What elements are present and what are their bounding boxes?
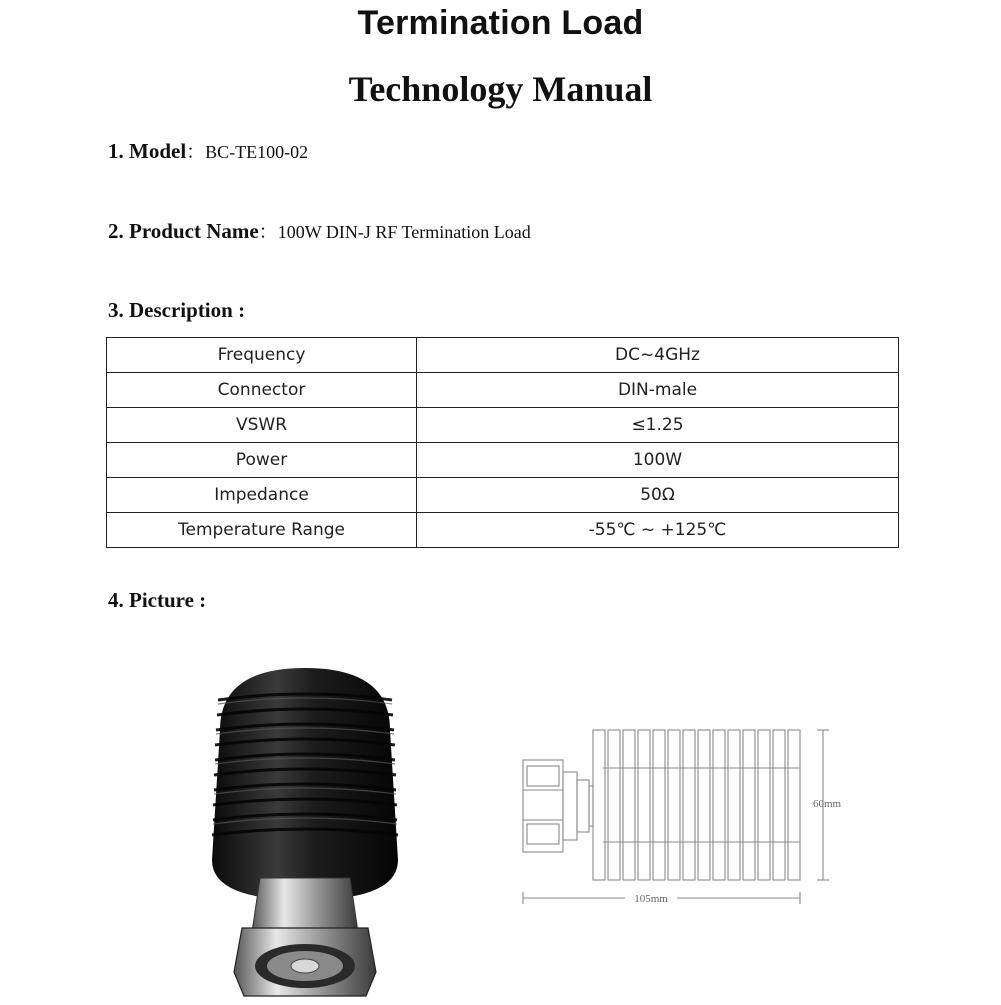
document-title: Termination Load <box>357 4 644 42</box>
value-cell: 50Ω <box>417 478 899 513</box>
table-row <box>107 338 899 373</box>
termination-load-photo-icon <box>190 660 420 1000</box>
param-cell: VSWR <box>107 408 417 443</box>
document-subtitle: Technology Manual <box>348 69 653 109</box>
dimension-drawing-icon <box>505 720 865 920</box>
description-separator: : <box>232 298 246 322</box>
picture-heading <box>108 588 206 613</box>
model-line <box>108 137 308 164</box>
table-row <box>107 478 899 513</box>
termination-load-photo <box>190 660 420 1000</box>
length-dimension-label: 105mm <box>634 893 668 905</box>
value-cell: DC~4GHz <box>417 338 899 373</box>
model-separator: ： <box>186 142 206 163</box>
dimension-drawing <box>505 720 865 920</box>
product-name-separator: ： <box>258 222 278 243</box>
value-cell: DIN-male <box>417 373 899 408</box>
product-name-label: 2. Product Name <box>108 219 259 243</box>
param-cell: Temperature Range <box>107 513 417 548</box>
product-name-value: 100W DIN-J RF Termination Load <box>277 222 531 242</box>
description-heading <box>108 298 245 323</box>
table-row <box>107 513 899 548</box>
param-cell: Power <box>107 443 417 478</box>
model-value: BC-TE100-02 <box>205 142 309 162</box>
value-cell: 100W <box>417 443 899 478</box>
picture-label: 4. Picture : <box>108 588 207 612</box>
param-cell: Impedance <box>107 478 417 513</box>
table-row <box>107 408 899 443</box>
height-dimension-label: 60mm <box>813 798 842 810</box>
product-name-line <box>108 217 531 244</box>
table-row <box>107 373 899 408</box>
table-row <box>107 443 899 478</box>
param-cell: Connector <box>107 373 417 408</box>
param-cell: Frequency <box>107 338 417 373</box>
value-cell: -55℃ ~ +125℃ <box>417 513 899 548</box>
description-label: 3. Description <box>108 298 233 322</box>
value-cell: ≤1.25 <box>417 408 899 443</box>
model-label: 1. Model <box>108 139 187 163</box>
spec-table <box>106 337 899 548</box>
